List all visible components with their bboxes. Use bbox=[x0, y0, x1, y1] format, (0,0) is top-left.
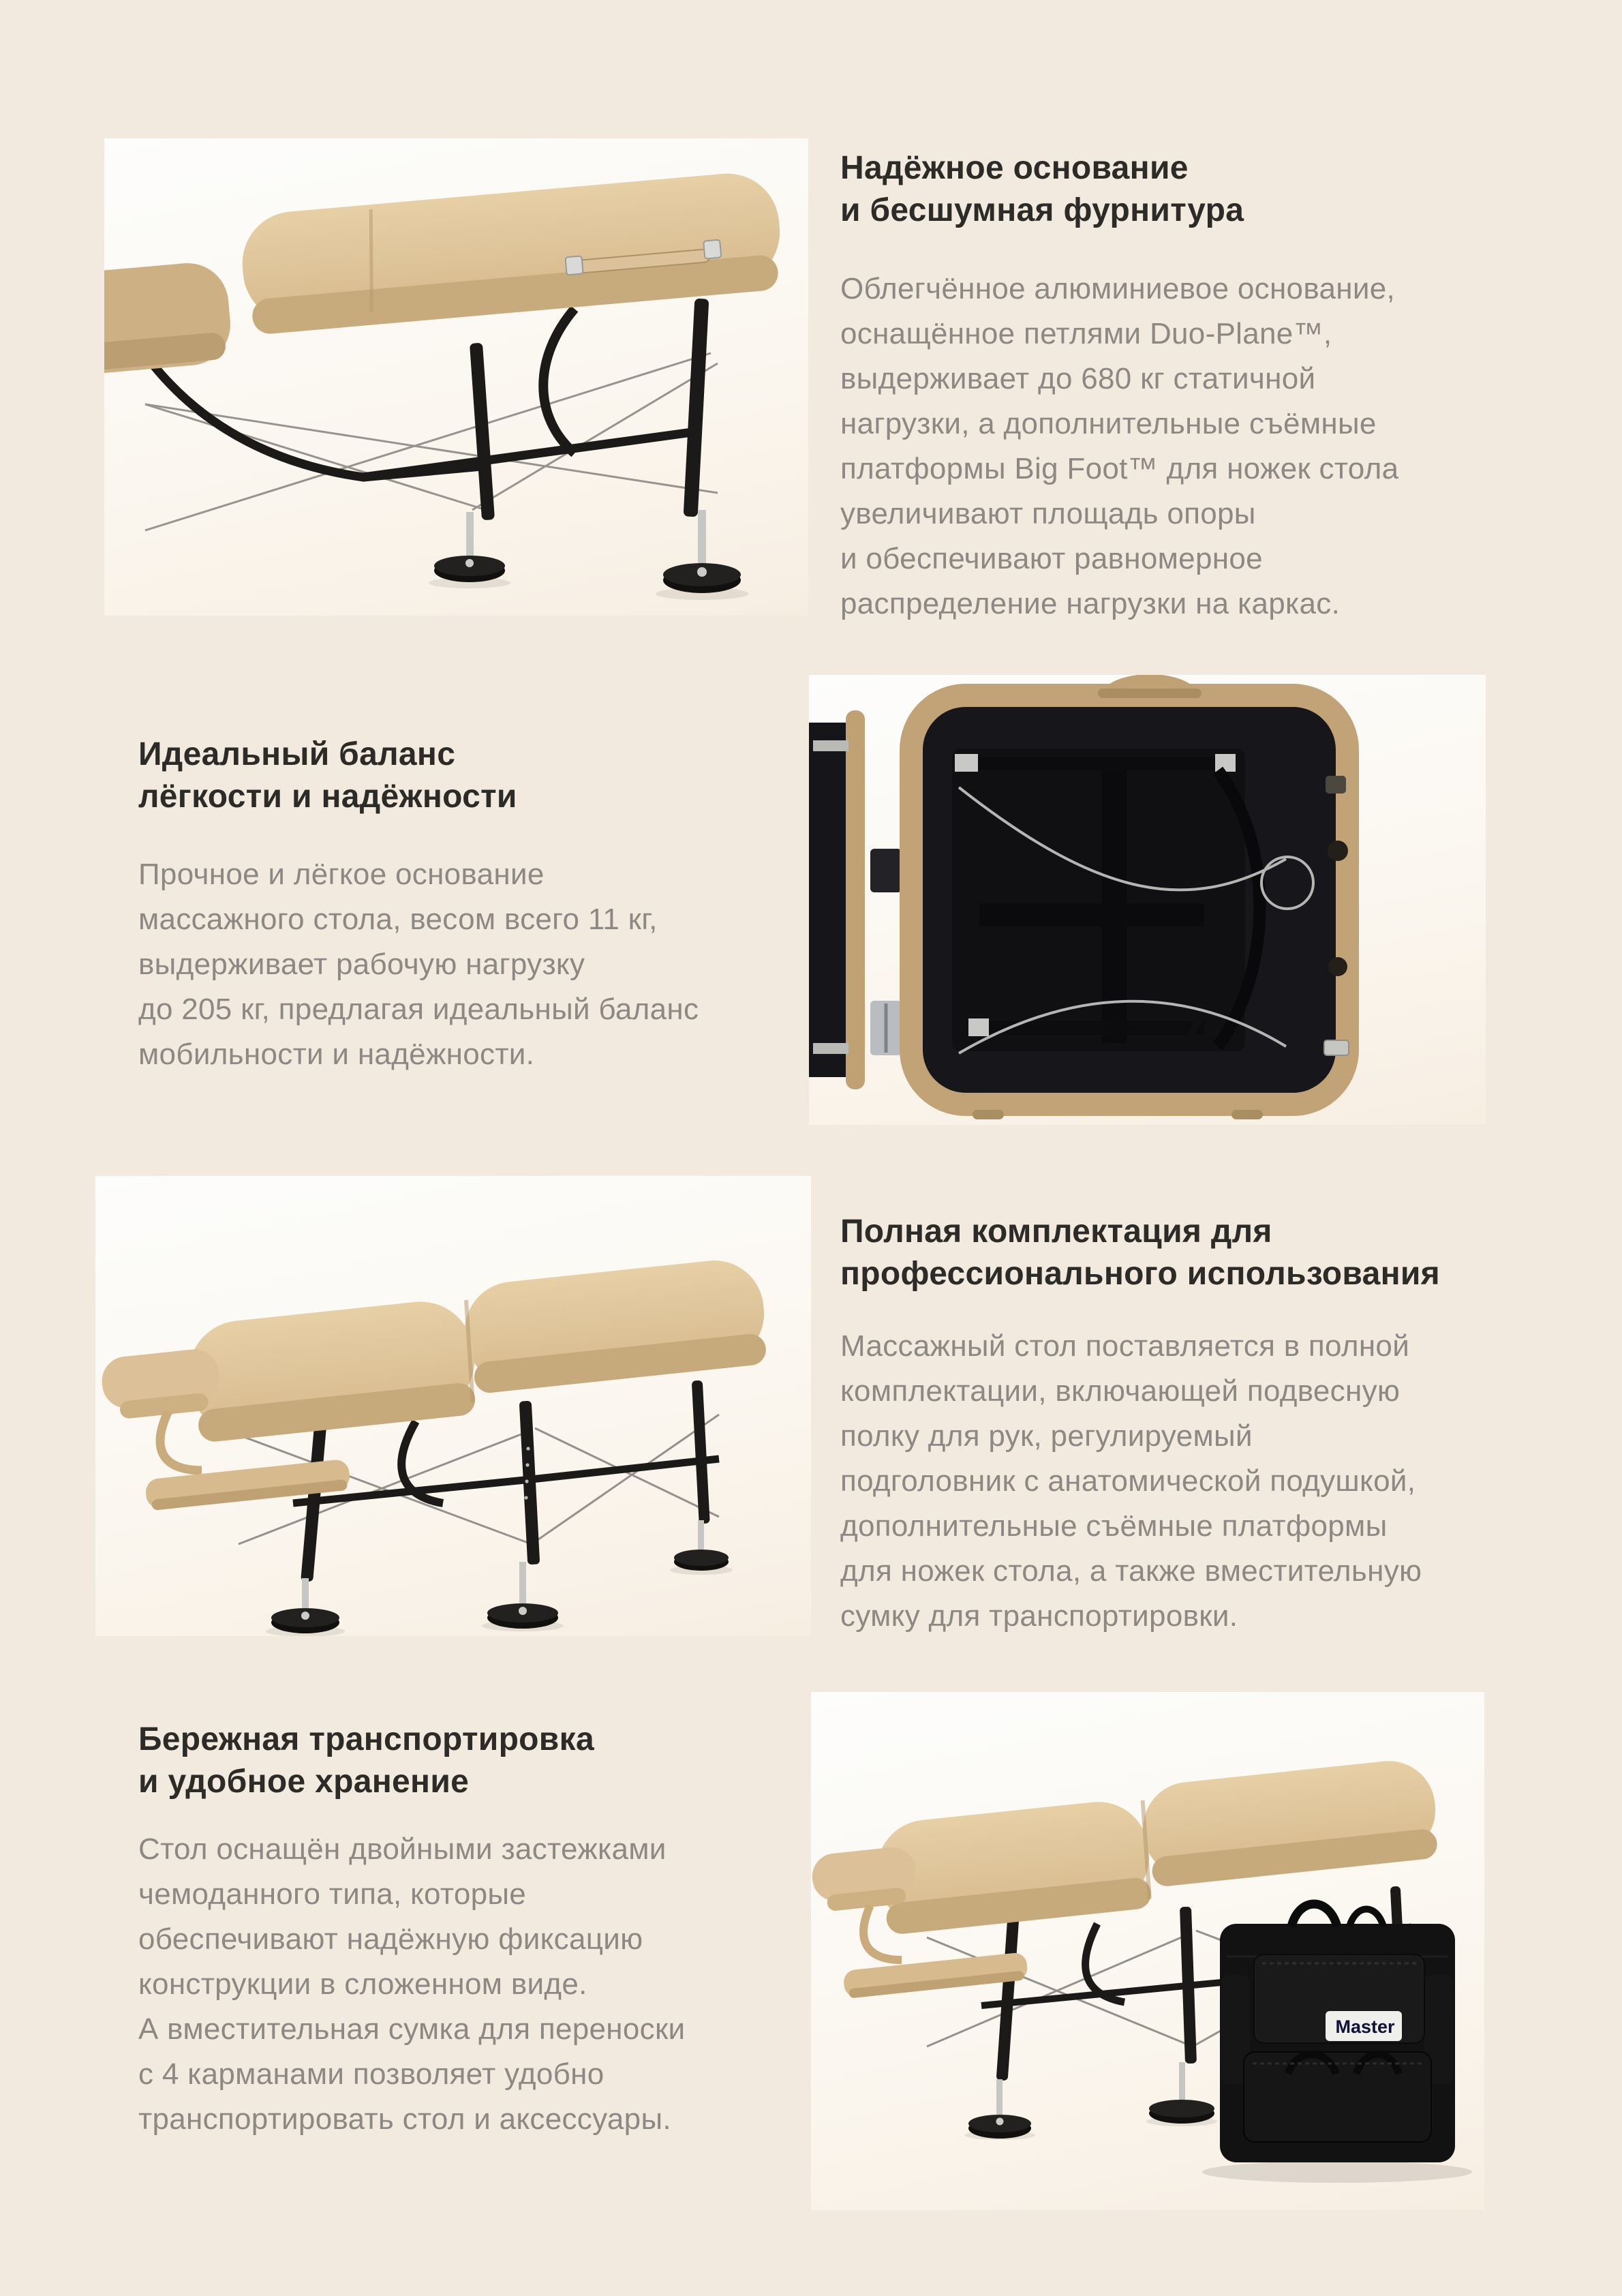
heading-line: Бережная транспортировка bbox=[138, 1721, 594, 1757]
section-heading bbox=[138, 734, 517, 818]
body-line: Массажный стол поставляется в полной bbox=[840, 1329, 1410, 1363]
body-line: обеспечивают надёжную фиксацию bbox=[138, 1922, 643, 1956]
section-heading bbox=[840, 147, 1244, 232]
section-heading bbox=[138, 1719, 594, 1803]
body-line: транспортировать стол и аксессуары. bbox=[138, 2102, 671, 2136]
case-handle bbox=[1098, 680, 1202, 699]
body-line: и обеспечивают равномерное bbox=[840, 542, 1263, 575]
body-line: Стол оснащён двойными застежками bbox=[138, 1832, 667, 1866]
body-line: Облегчённое алюминиевое основание, bbox=[840, 272, 1396, 305]
heading-line: Полная комплектация для bbox=[840, 1213, 1272, 1250]
case-open-half bbox=[911, 695, 1347, 1104]
table-cushions bbox=[96, 1256, 778, 1515]
table-with-bag-illustration bbox=[811, 1692, 1484, 2210]
body-line: платформы Big Foot™ для ножек стола bbox=[840, 452, 1399, 485]
carry-bag bbox=[1202, 1904, 1472, 2183]
body-line: А вместительная сумка для переноски bbox=[138, 2012, 686, 2046]
section-body bbox=[840, 267, 1398, 626]
body-line: дополнительные съёмные платформы bbox=[840, 1509, 1388, 1543]
heading-line: Надёжное основание bbox=[840, 150, 1189, 186]
body-line: чемоданного типа, которые bbox=[138, 1877, 527, 1911]
body-line: массажного стола, весом всего 11 кг, bbox=[138, 903, 658, 936]
section-body bbox=[138, 852, 699, 1077]
folded-case-illustration bbox=[809, 675, 1486, 1125]
bag-brand-label: Master bbox=[1335, 2016, 1395, 2037]
body-line: комплектации, включающей подвесную bbox=[840, 1374, 1401, 1408]
body-line: подголовник с анатомической подушкой, bbox=[840, 1464, 1416, 1498]
product-photo-folded-case bbox=[809, 675, 1486, 1125]
heading-line: профессионального использования bbox=[840, 1256, 1440, 1292]
body-line: мобильности и надёжности. bbox=[138, 1038, 535, 1071]
section-body bbox=[138, 1827, 685, 2142]
section-heading bbox=[840, 1211, 1440, 1295]
heading-line: лёгкости и надёжности bbox=[138, 779, 517, 815]
product-photo-table-corner bbox=[104, 138, 808, 616]
body-line: с 4 карманами позволяет удобно bbox=[138, 2057, 605, 2091]
product-photo-table-with-bag bbox=[811, 1692, 1484, 2210]
body-line: распределение нагрузки на каркас. bbox=[840, 587, 1341, 620]
body-line: выдерживает до 680 кг статичной bbox=[840, 362, 1316, 395]
full-table-illustration bbox=[95, 1176, 811, 1636]
body-line: нагрузки, а дополнительные съёмные bbox=[840, 407, 1377, 440]
body-line: для ножек стола, а также вместительную bbox=[840, 1554, 1422, 1588]
case-left-half bbox=[809, 710, 865, 1089]
table-cushion bbox=[104, 169, 787, 379]
case-hinges bbox=[870, 849, 902, 1055]
body-line: Прочное и лёгкое основание bbox=[138, 858, 545, 891]
body-line: до 205 кг, предлагая идеальный баланс bbox=[138, 993, 699, 1026]
arm-shelf bbox=[842, 1952, 1028, 1999]
massage-table-corner-illustration bbox=[104, 138, 808, 616]
body-line: увеличивают площадь опоры bbox=[840, 497, 1256, 530]
body-line: выдерживает рабочую нагрузку bbox=[138, 948, 585, 981]
frame-tubes bbox=[152, 309, 697, 477]
heading-line: и удобное хранение bbox=[138, 1764, 470, 1800]
section-body bbox=[840, 1324, 1422, 1639]
heading-line: и бесшумная фурнитура bbox=[840, 192, 1244, 228]
product-photo-full-table bbox=[95, 1176, 811, 1636]
frame-tubes bbox=[293, 1421, 719, 1503]
body-line: конструкции в сложенном виде. bbox=[138, 1967, 587, 2001]
body-line: сумку для транспортировки. bbox=[840, 1599, 1238, 1633]
body-line: оснащённое петлями Duo-Plane™, bbox=[840, 317, 1332, 350]
heading-line: Идеальный баланс bbox=[138, 736, 456, 772]
body-line: полку для рук, регулируемый bbox=[840, 1419, 1253, 1453]
